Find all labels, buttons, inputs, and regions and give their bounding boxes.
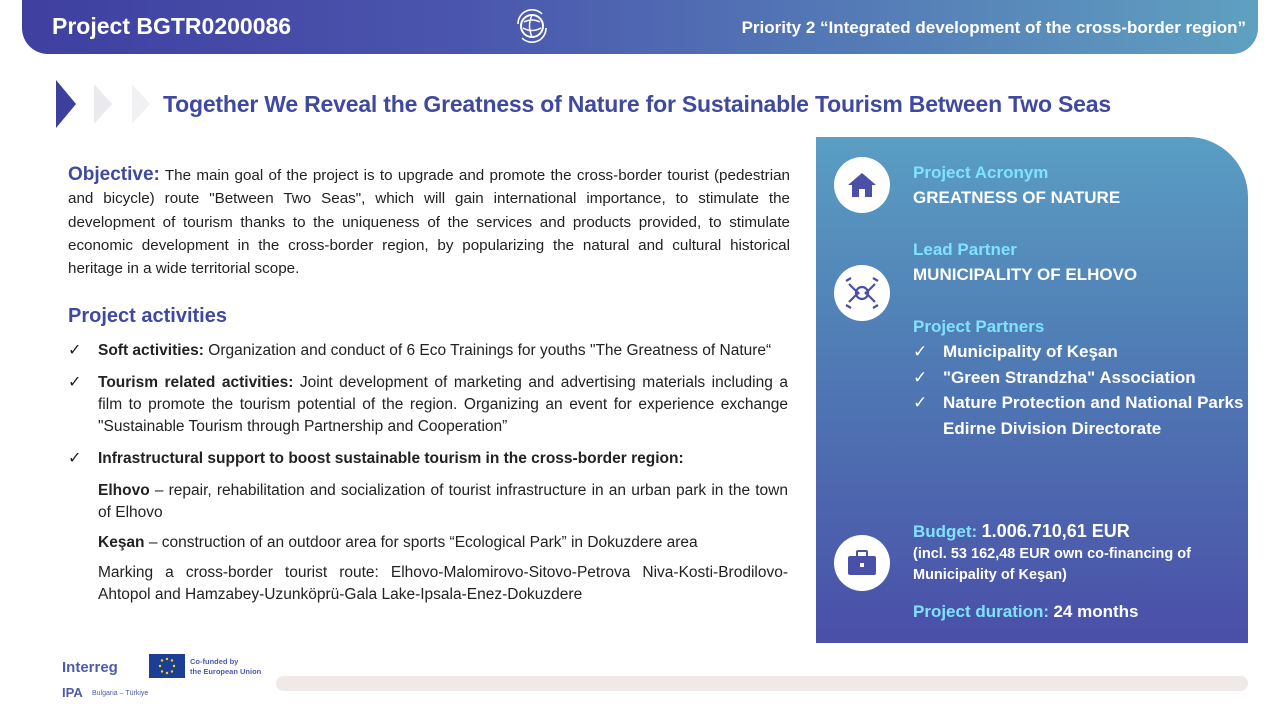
interreg-logo <box>62 654 272 704</box>
activity-sub-item <box>68 480 788 524</box>
lead-partner-label: Lead Partner <box>913 240 1017 259</box>
activity-sub-item <box>68 562 788 606</box>
info-panel <box>816 137 1248 643</box>
budget-block <box>913 521 1233 586</box>
objective-label: Objective: <box>68 164 160 185</box>
activity-sub-title: Elhovo <box>98 482 150 499</box>
activity-sub-text: – construction of an outdoor area for sports “Ecological Park” in Dokuzdere area <box>144 534 698 551</box>
activity-title: Infrastructural support to boost sustainable tourism in the cross-border region: <box>98 450 684 467</box>
activity-sub-text: Marking a cross-border tourist route: Elhovo-Malomirovo-Sitovo-Petrova Niva-Kosti-Brodilovo-Ahtopol and Hamzabey-Uzunköprü-Gala Lake-Ipsala-Enez-Dokuzdere <box>98 564 788 603</box>
budget-note: (incl. 53 162,48 EUR own co-financing of Municipality of Keşan) <box>913 546 1191 583</box>
objective-block <box>68 163 790 280</box>
acronym-label: Project Acronym <box>913 163 1049 182</box>
budget-value: 1.006.710,61 EUR <box>981 521 1130 541</box>
eu-flag-icon <box>149 654 185 678</box>
partners-label: Project Partners <box>913 317 1045 336</box>
partners-list <box>913 339 1248 441</box>
cofunded-text: Co-funded by the European Union <box>190 657 262 676</box>
activities-heading: Project activities <box>68 305 227 327</box>
page-title: Together We Reveal the Greatness of Nature for Sustainable Tourism Between Two Seas <box>163 91 1111 117</box>
check-icon: ✓ <box>68 342 82 359</box>
priority-text: Priority 2 “Integrated development of the cross-border region” <box>741 18 1246 37</box>
region-text: Bulgaria – Türkiye <box>92 690 149 697</box>
objective-text: The main goal of the project is to upgrade and promote the cross-border tourist (pedestrian and bicycle) route "Between Two Seas", which will gain international importance, to stimulate the development of tourism thanks to the uniqueness of the services and products provided, to stimulate economic development in the cross-border region, by popularizing the natural and cultural historical heritage in a wide territorial scope. <box>68 167 790 278</box>
activity-item <box>68 340 788 362</box>
activity-sub-text: – repair, rehabilitation and socialization of tourist infrastructure in an urban park in the town of Elhovo <box>98 482 788 521</box>
lead-partner-value: MUNICIPALITY OF ELHOVO <box>913 265 1138 284</box>
chevron-decoration-icon <box>56 80 156 128</box>
check-icon: ✓ <box>68 450 82 467</box>
briefcase-icon <box>847 550 877 576</box>
ipa-wordmark: IPA <box>62 685 83 700</box>
duration-label: Project duration: <box>913 602 1050 621</box>
activity-sub-item <box>68 532 788 554</box>
partner-item: ✓ Nature Protection and National Parks Edirne Division Directorate <box>913 390 1248 441</box>
activity-sub-title: Keşan <box>98 534 145 551</box>
check-icon: ✓ <box>913 393 928 412</box>
check-icon: ✓ <box>913 367 928 387</box>
duration-value: 24 months <box>1053 602 1139 621</box>
activity-title: Tourism related activities: <box>98 374 294 391</box>
briefcase-icon-circle <box>834 535 890 591</box>
partner-item: ✓ Municipality of Keşan <box>913 339 1248 365</box>
handshake-icon <box>843 274 881 312</box>
header-bar <box>22 0 1258 54</box>
globe-recycle-icon <box>514 8 550 44</box>
footer-bar <box>276 676 1248 691</box>
check-icon: ✓ <box>913 342 928 361</box>
activity-text: Organization and conduct of 6 Eco Trainings for youths "The Greatness of Nature“ <box>203 342 772 359</box>
check-icon: ✓ <box>68 374 82 391</box>
budget-label: Budget: <box>913 522 978 541</box>
partner-item: ✓ "Green Strandzha" Association <box>913 365 1248 391</box>
partners-icon-circle <box>834 265 890 321</box>
activity-item <box>68 372 788 438</box>
interreg-wordmark: Interreg <box>62 659 118 676</box>
activity-item <box>68 448 788 470</box>
activity-title: Soft activities: <box>98 342 204 359</box>
home-icon-circle <box>834 157 890 213</box>
duration-block <box>913 602 1139 622</box>
activities-list <box>68 340 788 614</box>
home-icon <box>847 171 877 199</box>
project-code: Project BGTR0200086 <box>52 13 292 39</box>
acronym-value: GREATNESS OF NATURE <box>913 188 1121 207</box>
activity-text: Joint development of marketing and advertising materials including a film to promote the tourism potential of the region. Organizing an event for experience exchange "Sustainable Tourism through Partnership and Cooperation” <box>98 374 788 435</box>
